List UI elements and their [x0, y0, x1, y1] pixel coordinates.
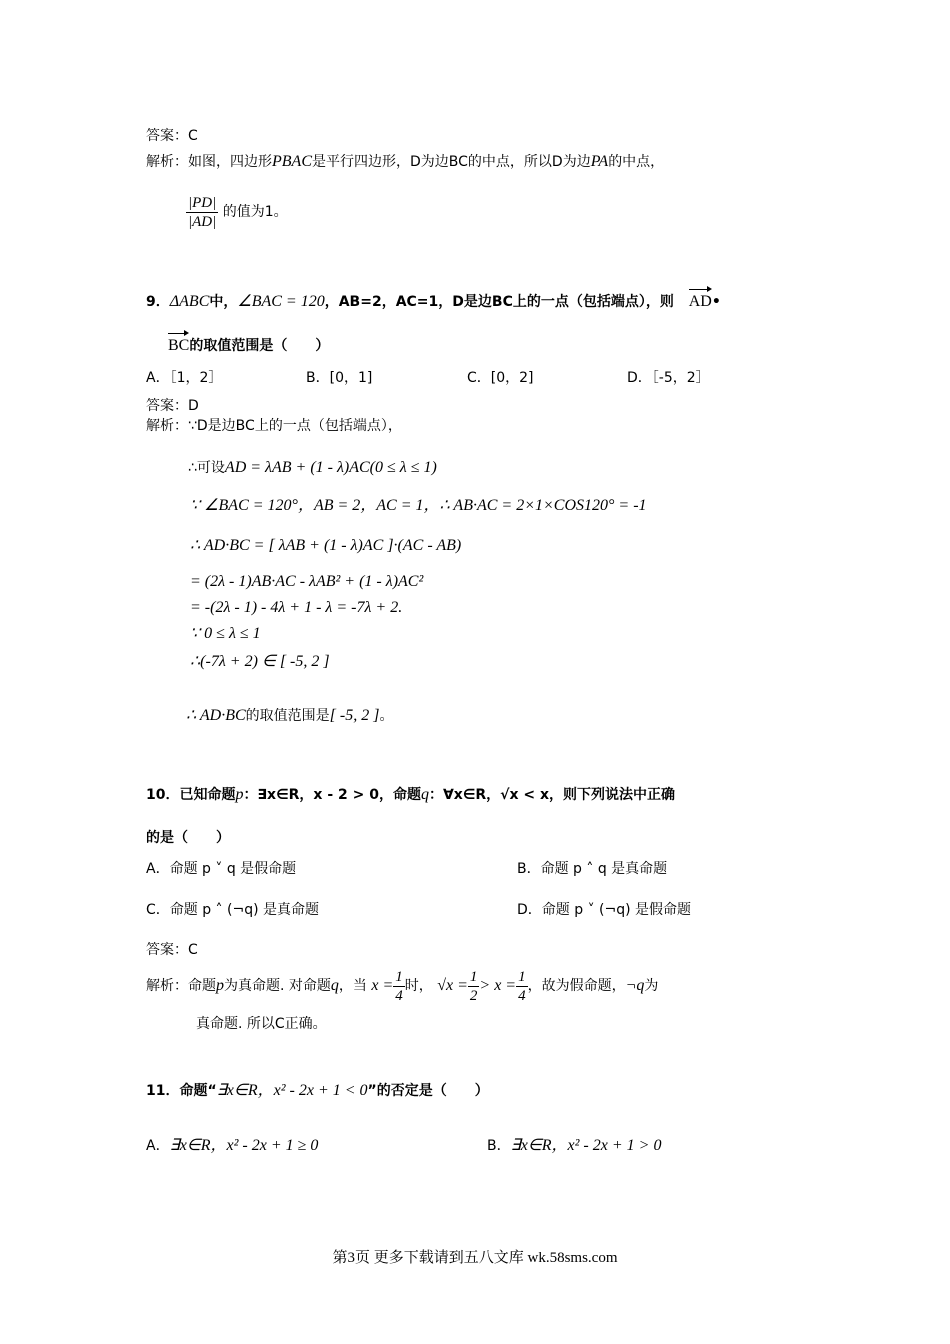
q10-option-c: C．命题 p ˄ (¬q) 是真命题: [146, 902, 320, 918]
q10-frac-2: $\frac{1}{2}$: [469, 968, 478, 1004]
q8-exp-a: 解析：如图，四边形: [146, 154, 272, 170]
q9-step-1: ∴可设AD = λAB + (1 - λ)AC(0 ≤ λ ≤ 1): [188, 459, 437, 476]
q10-explanation: 解析：命题p为真命题. 对命题q，当 x = $\frac{1}{4}$ 时， √x = $\frac{1}{2}$ > x = $\frac{1}{4}$ ，故为假命题，¬q为: [146, 968, 659, 1004]
page-footer: 第3页 更多下载请到五八文库 wk.58sms.com: [332, 1250, 618, 1266]
vector-ad: AD: [688, 293, 712, 310]
q9-stem-cont: BC的取值范围是（ ）: [168, 337, 330, 354]
q10-option-d: D．命题 p ˅ (¬q) 是假命题: [517, 902, 692, 918]
q9-step-2: ∵ ∠BAC = 120°，AB = 2，AC = 1，∴ AB·AC = 2×1×COS120° = -1: [190, 497, 647, 514]
q10-frac-3: $\frac{1}{4}$: [518, 968, 526, 1004]
q9-stem: 9．ΔABC中，∠BAC = 120，AB=2，AC=1，D是边BC上的一点（包括端点），则 AD•: [146, 293, 721, 310]
q9-option-c: C．[0，2]: [467, 370, 534, 386]
q10-option-a: A．命题 p ˅ q 是假命题: [146, 861, 297, 877]
q9-exp-head: 解析：∵D是边BC上的一点（包括端点），: [146, 418, 402, 434]
q9-angle: ∠BAC = 120: [237, 293, 325, 310]
q8-exp-d: PA: [590, 153, 609, 170]
q9-step-4: = (2λ - 1)AB·AC - λAB² + (1 - λ)AC²: [190, 573, 424, 590]
q8-exp-b: PBAC: [272, 153, 312, 170]
q8-fraction: $\frac{|PD|}{|AD|}$: [188, 194, 217, 230]
q9-step-6: ∵ 0 ≤ λ ≤ 1: [190, 625, 261, 642]
q8-frac-tail: 的值为1。: [222, 204, 288, 220]
q11-option-b: B．∃x∈R，x² - 2x + 1 > 0: [487, 1137, 662, 1154]
q8-exp-e: 的中点，: [608, 154, 665, 170]
q9-option-d: D．［-5，2］: [627, 370, 710, 386]
q8-exp-c: 是平行四边形，D为边BC的中点，所以D为边: [312, 154, 591, 170]
q9-triangle: ΔABC: [169, 293, 210, 310]
q8-fraction-line: [186, 192, 288, 232]
q10-stem: 10．已知命题p：∃x∈R，x - 2 > 0，命题q：∀x∈R，√x < x，则下列说法中正确: [146, 786, 676, 803]
q10-frac-1: $\frac{1}{4}$: [395, 968, 403, 1004]
q10-stem-cont: 的是（ ）: [146, 830, 230, 846]
q10-answer: 答案：C: [146, 942, 198, 958]
q9-conclusion: ∴ AD·BC的取值范围是[ -5, 2 ]。: [186, 707, 394, 724]
q9-option-a: A．［1，2］: [146, 370, 223, 386]
q9-answer: 答案：D: [146, 398, 199, 414]
q10-option-b: B．命题 p ˄ q 是真命题: [517, 861, 668, 877]
q10-explanation-cont: 真命题. 所以C正确。: [196, 1016, 327, 1032]
q9-option-b: B．[0，1]: [306, 370, 373, 386]
q9-step-5: = -(2λ - 1) - 4λ + 1 - λ = -7λ + 2.: [190, 599, 403, 616]
q9-step-7: ∴(-7λ + 2) ∈ [ -5, 2 ]: [190, 653, 330, 670]
q11-stem: 11．命题“∃x∈R，x² - 2x + 1 < 0”的否定是（ ）: [146, 1082, 489, 1099]
q11-option-a: A．∃x∈R，x² - 2x + 1 ≥ 0: [146, 1137, 319, 1154]
q8-explanation: [146, 152, 664, 172]
q9-step-3: ∴ AD·BC = [ λAB + (1 - λ)AC ]·(AC - AB): [190, 537, 462, 554]
q8-answer: 答案：C: [146, 128, 198, 144]
vector-bc: BC: [168, 337, 190, 354]
